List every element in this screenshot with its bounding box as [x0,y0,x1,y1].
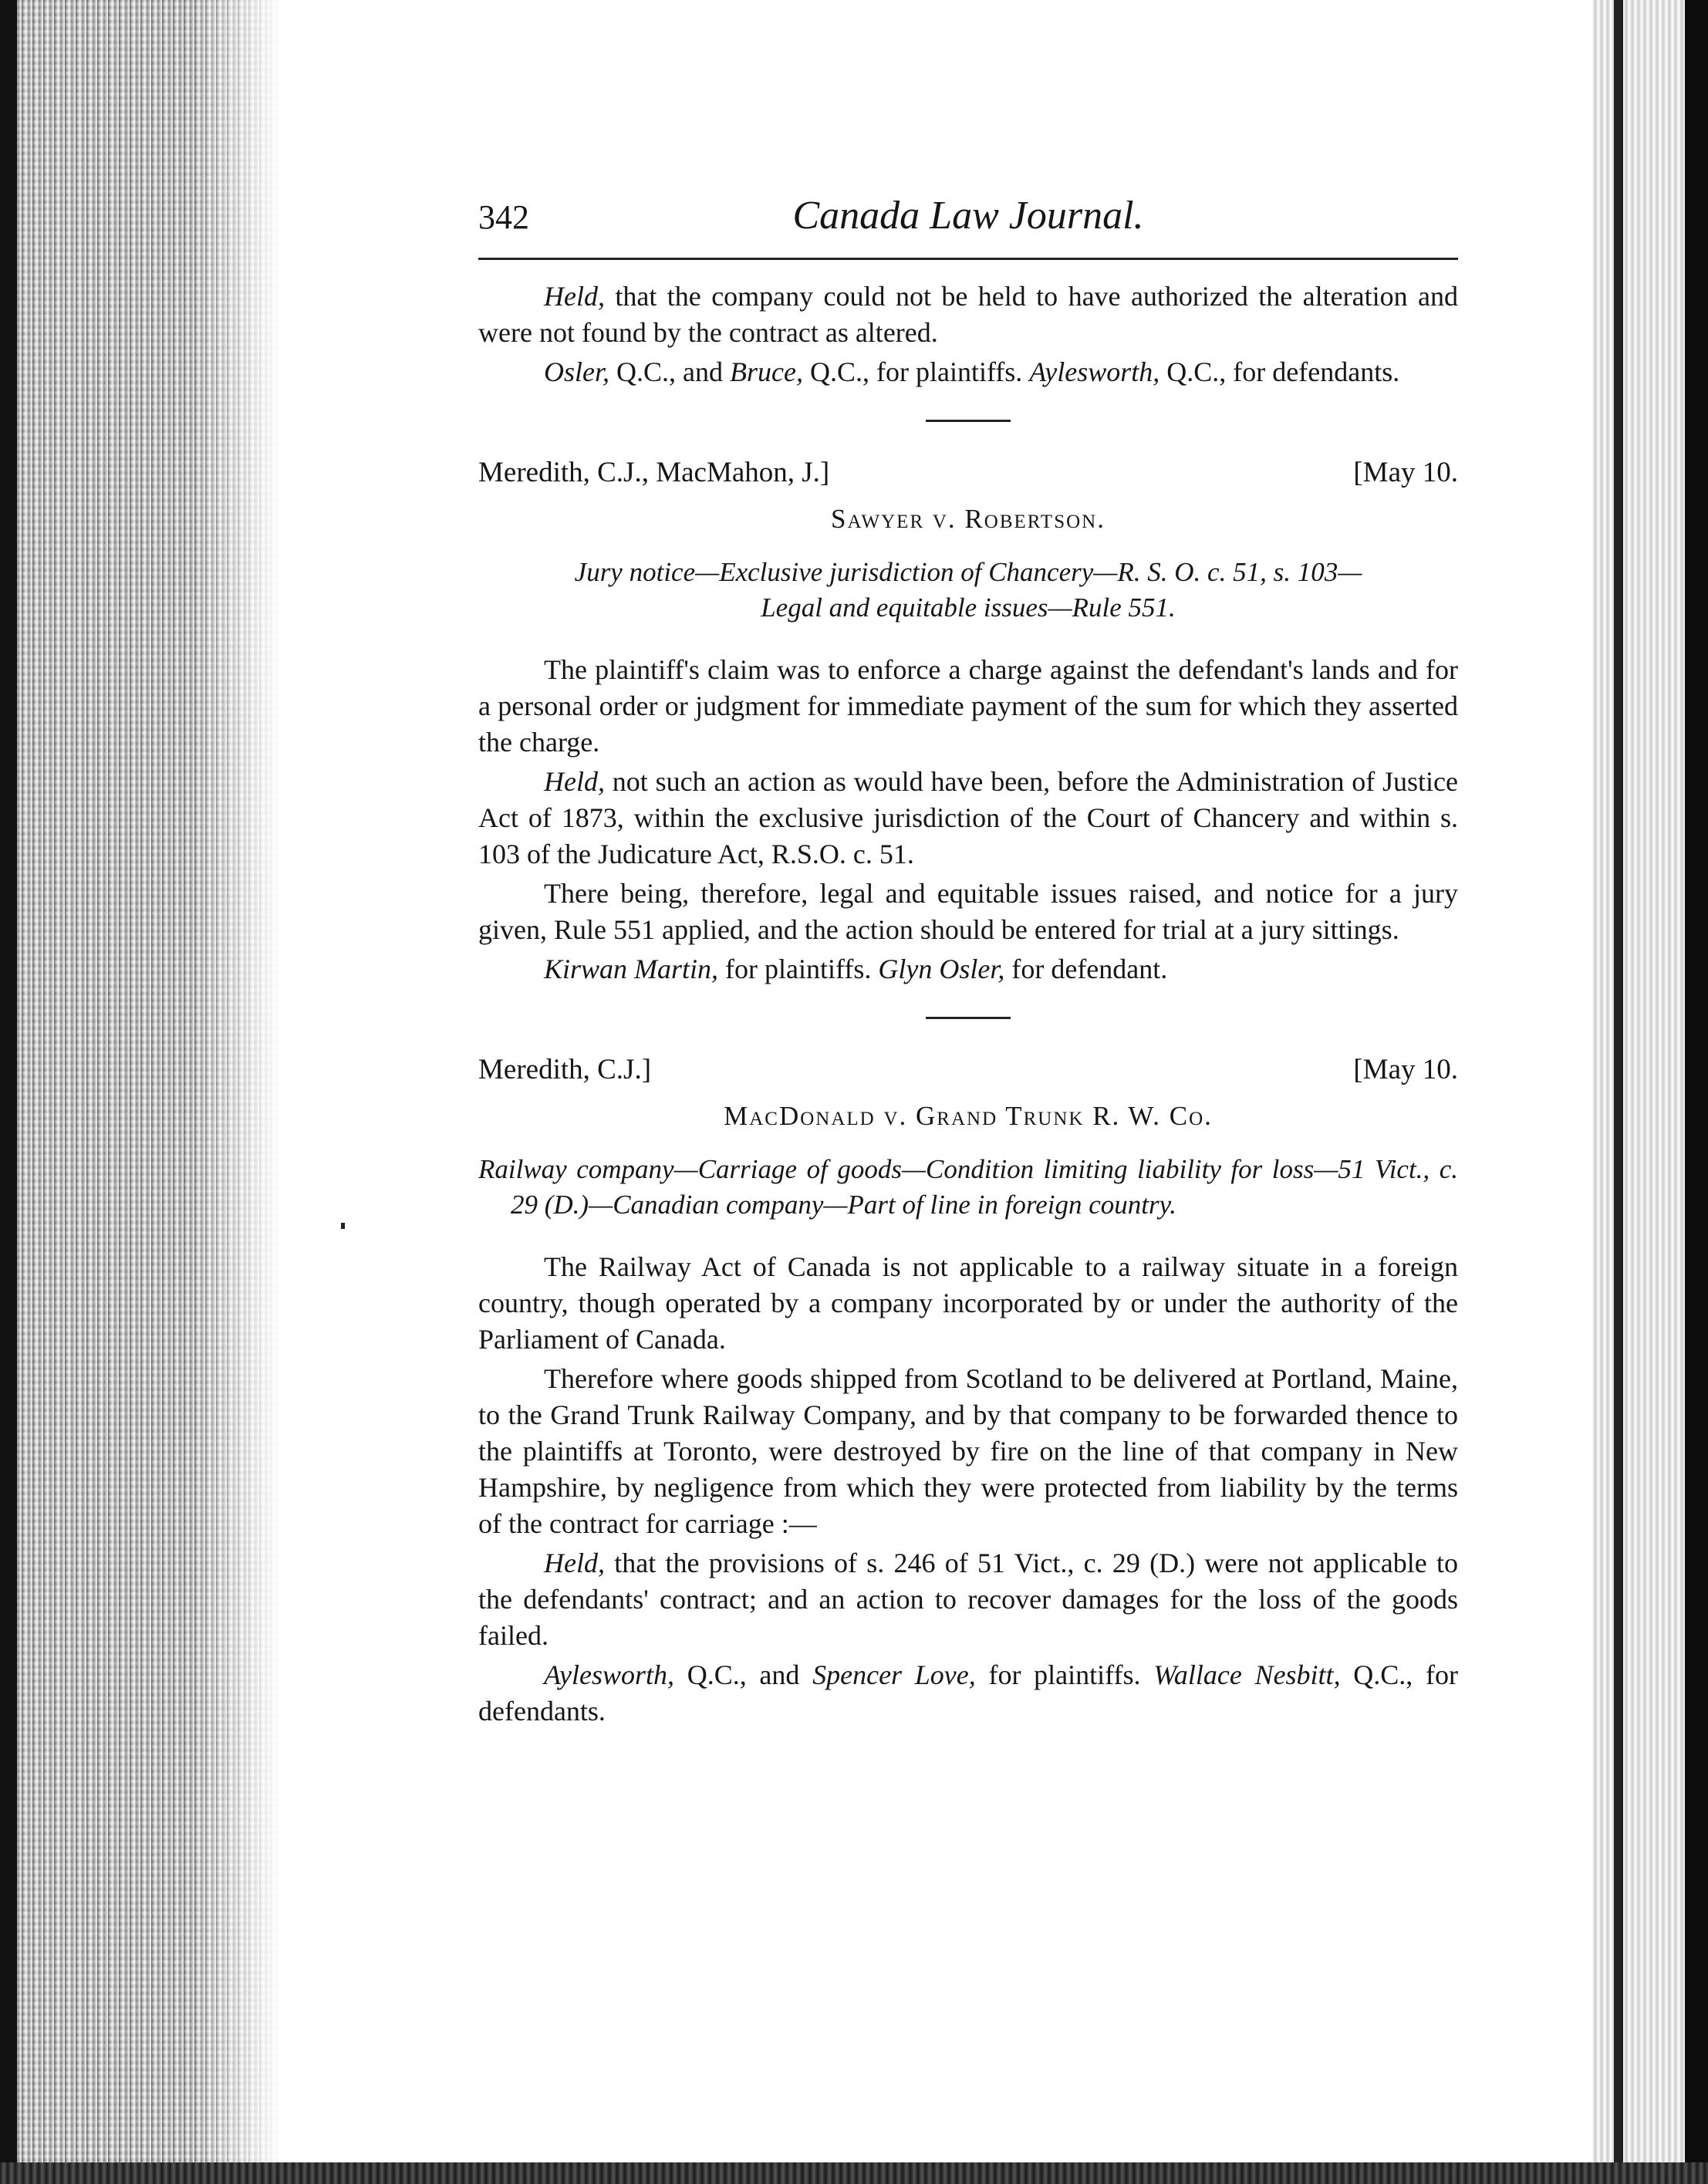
case-separator [926,420,1011,422]
page-edge-line [1614,0,1623,2184]
decision-date: [May 10. [1353,457,1458,488]
bench-line [478,1053,1458,1093]
decision-date: [May 10. [1353,1054,1458,1085]
counsel-paragraph [478,951,1458,987]
counsel-text: Q.C., for plaintiffs. [802,356,1030,387]
counsel-name: Aylesworth, [544,1659,674,1690]
page-number: 342 [478,198,529,236]
held-paragraph [478,1545,1458,1654]
binding-edge-left [0,0,17,2184]
held-paragraph [478,278,1458,351]
held-text: that the provisions of s. 246 of 51 Vict., c. 29 (D.) were not applicable to the defendants' contract; and an action to recover damages for the loss of the goods failed. [478,1548,1458,1651]
body-paragraph: Therefore where goods shipped from Scotland to be delivered at Portland, Maine, to the Grand Trunk Railway Company, and by that company to be forwarded thence to the plaintiffs at Toronto, were destroyed by fire on the line of that company in New Hampshire, by negligence from which they were protected from liability by the terms of the contract for carriage :— [478,1363,1458,1539]
counsel-name: Bruce, [730,356,803,387]
case-title: Sawyer v. Robertson. [831,504,1105,534]
body-paragraph: The Railway Act of Canada is not applicable to a railway situate in a foreign country, though operated by a company incorporated by or under the authority of the Parliament of Canada. [478,1251,1458,1355]
body-paragraph: There being, therefore, legal and equitable issues raised, and notice for a jury given, Rule 551 applied, and the action should be entered for trial at a jury sittings. [478,878,1458,945]
body-paragraph: The plaintiff's claim was to enforce a charge against the defendant's lands and for a personal order or judgment for immediate payment of the sum for which they asserted the charge. [478,654,1458,758]
counsel-text: for plaintiffs. [718,954,879,984]
binding-shadow [193,0,293,2184]
headnote-line: Legal and equitable issues—Rule 551. [761,592,1176,623]
stray-ink-mark [341,1223,345,1229]
case-title: MacDonald v. Grand Trunk R. W. Co. [724,1101,1213,1131]
counsel-paragraph [478,1657,1458,1730]
counsel-text: Q.C., for defendants. [478,1659,1458,1727]
held-paragraph [478,764,1458,873]
counsel-text: Q.C., and [674,1659,813,1690]
counsel-name: Kirwan Martin, [544,954,719,984]
bench-judges: Meredith, C.J.] [478,1054,652,1085]
bench-judges: Meredith, C.J., MacMahon, J.] [478,457,830,488]
case-headnote [478,555,1458,626]
counsel-name: Wallace Nesbitt, [1153,1659,1341,1690]
held-label: Held, [544,1548,605,1578]
held-text: not such an action as would have been, before the Administration of Justice Act of 1873, within the exclusive jurisdiction of the Court of Chancery and within s. 103 of the Judicature Act, R.S.O. c. 51. [478,766,1458,869]
counsel-text: Q.C., and [609,356,731,387]
counsel-name: Osler, [544,356,610,387]
running-head [478,193,1458,247]
counsel-text: Q.C., for defendants. [1159,356,1400,387]
case-separator [926,1017,1011,1019]
counsel-text: for plaintiffs. [975,1659,1154,1690]
headnote-line: Jury notice—Exclusive jurisdiction of Chancery—R. S. O. c. 51, s. 103— [574,557,1362,587]
binding-edge-right [1685,0,1708,2184]
held-label: Held, [544,766,605,797]
book-page [478,193,1458,1967]
held-text: that the company could not be held to have authorized the alteration and were not found by the contract as altered. [478,281,1458,348]
bench-line [478,456,1458,496]
binding-edge-bottom [0,2162,1708,2184]
counsel-paragraph [478,354,1458,390]
counsel-name: Aylesworth, [1029,356,1160,387]
counsel-name: Spencer Love, [812,1659,976,1690]
counsel-text: for defendant. [1004,954,1168,984]
held-label: Held, [544,281,605,312]
counsel-name: Glyn Osler, [878,954,1005,984]
case-headnote: Railway company—Carriage of goods—Condition limiting liability for loss—51 Vict., c. 29 (D.)—Canadian company—Part of line in foreign country. [478,1154,1458,1220]
header-rule [478,258,1458,260]
journal-title: Canada Law Journal. [792,194,1144,238]
